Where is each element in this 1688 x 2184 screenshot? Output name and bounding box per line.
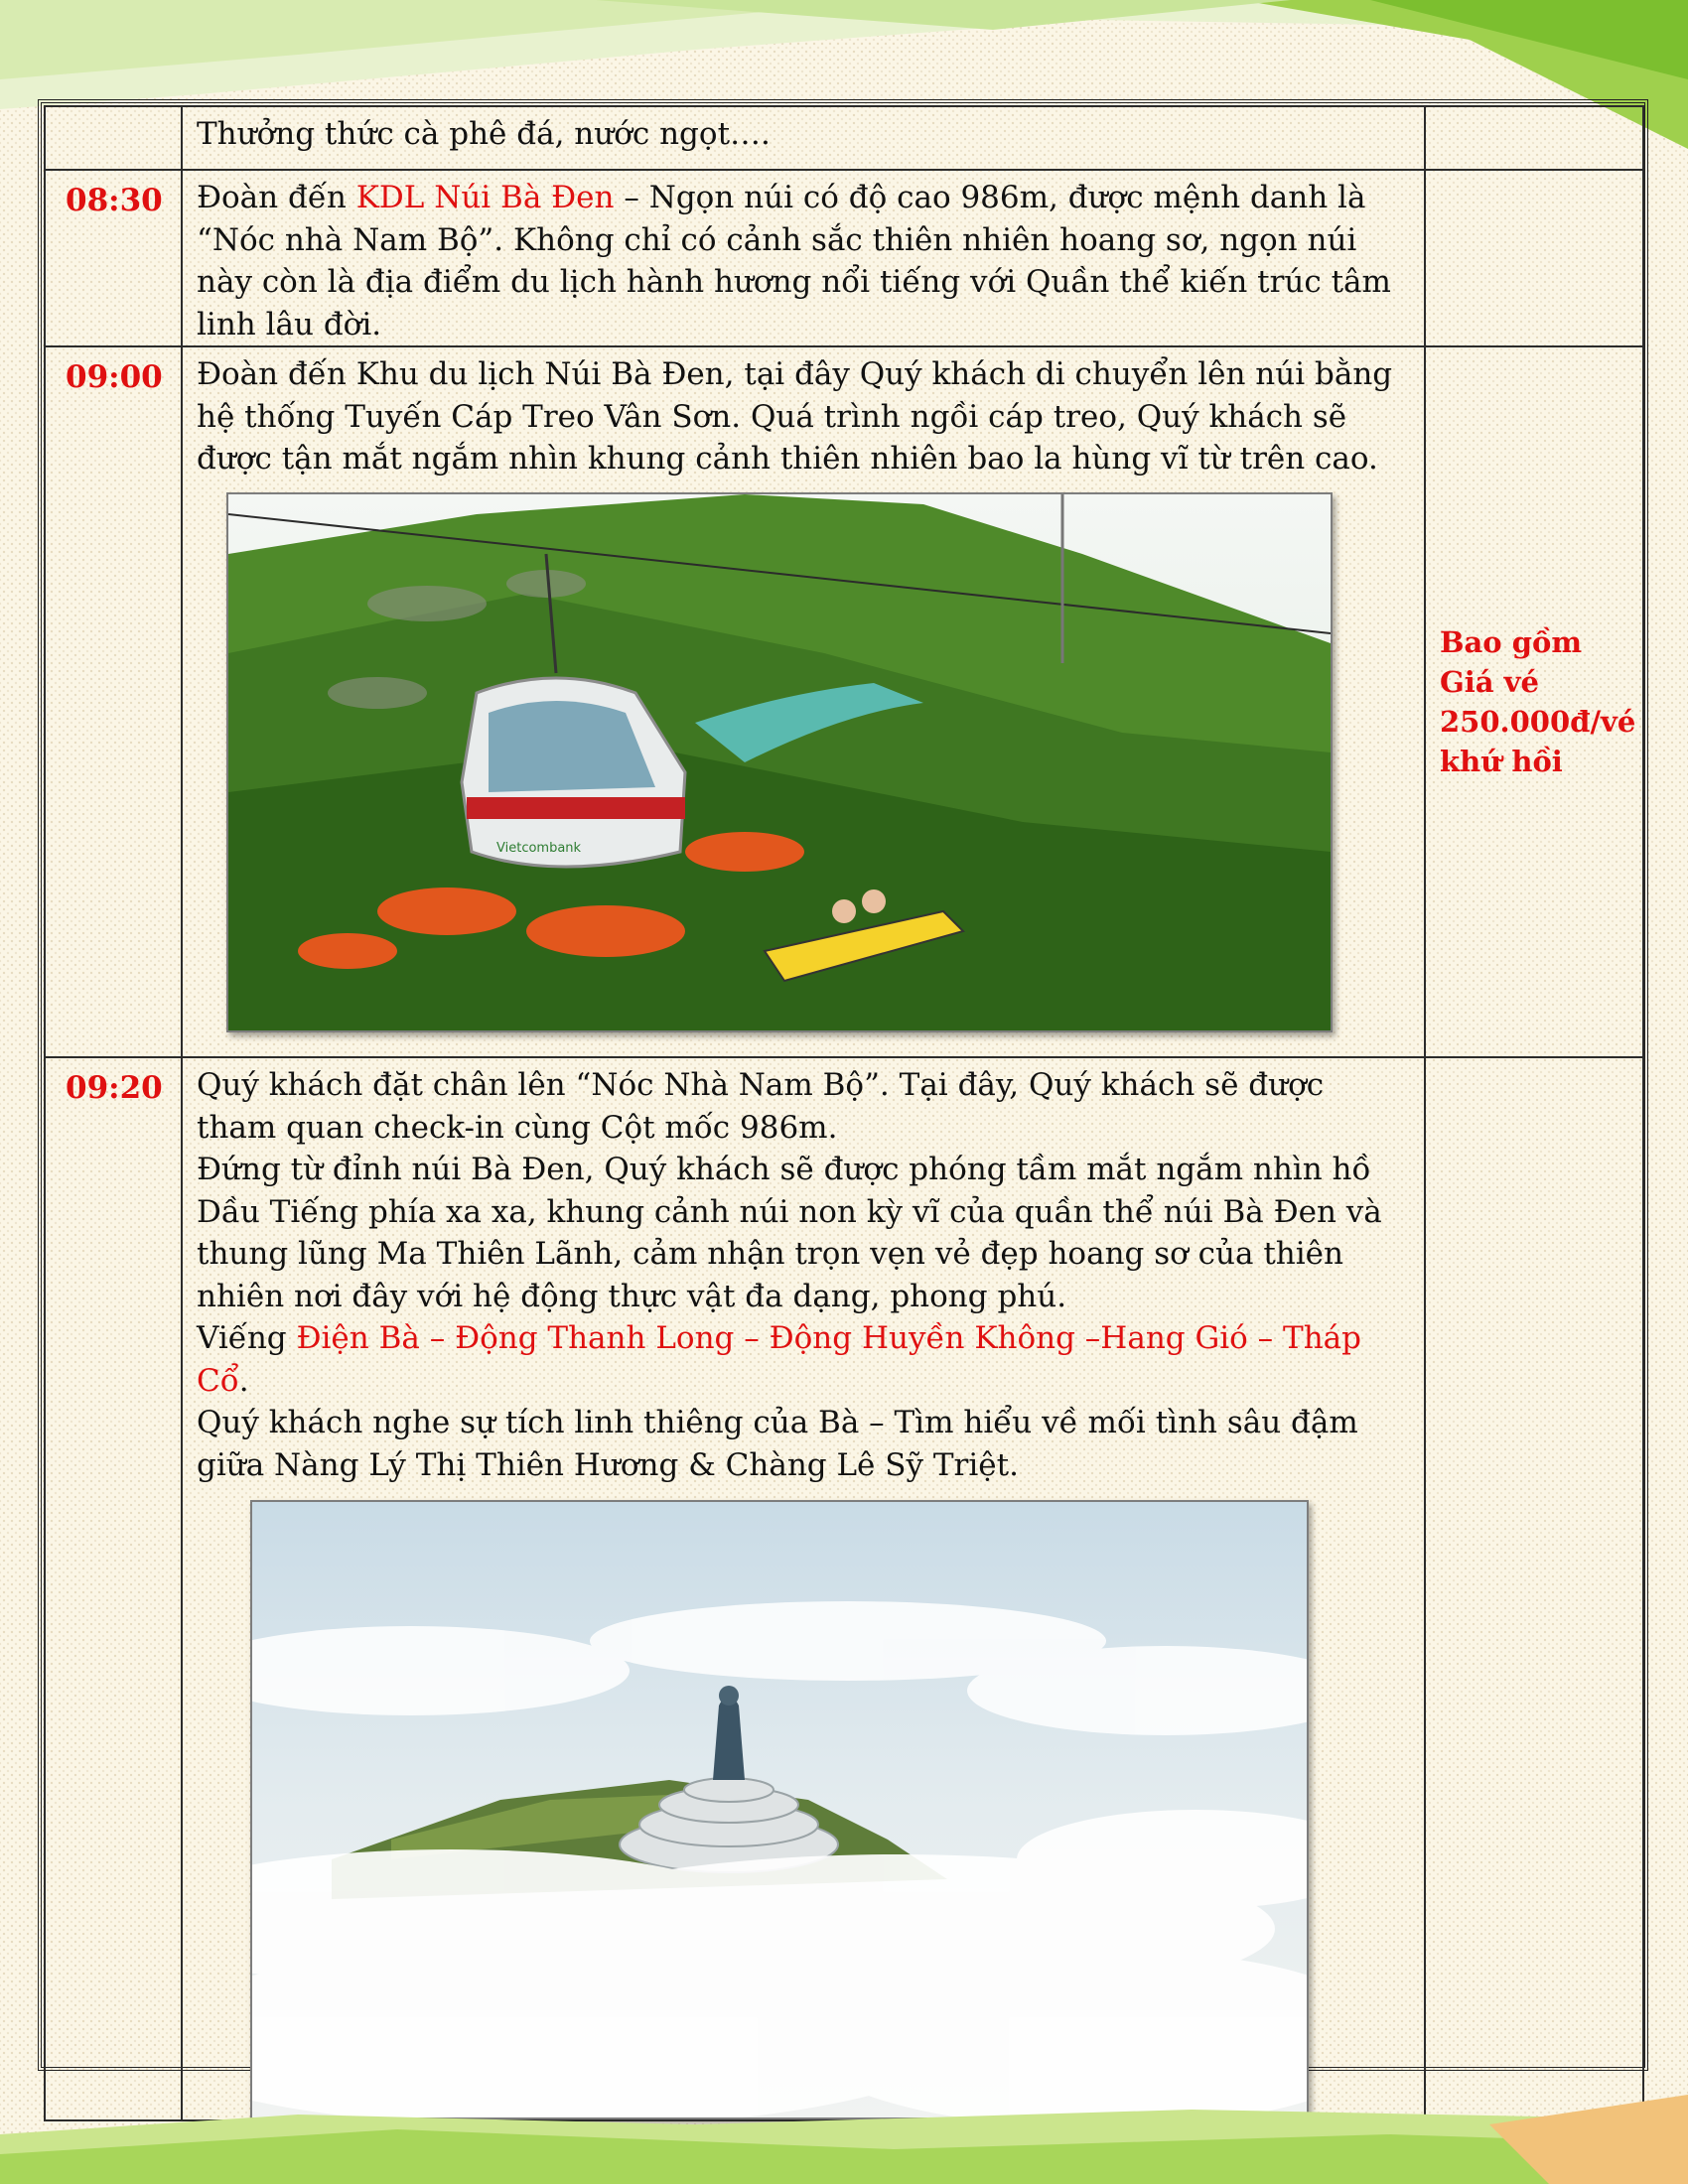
- table-row: [45, 106, 1643, 170]
- cabin-logo-text: Vietcombank: [496, 840, 582, 856]
- time-cell: 09:00: [45, 346, 182, 1057]
- activity-text: Đứng từ đỉnh núi Bà Đen, Quý khách sẽ được phóng tầm mắt ngắm nhìn hồ Dầu Tiếng phía xa xa, khung cảnh núi non kỳ vĩ của quần thể núi Bà Đen và thung lũng Ma Thiên Lãnh, cảm nhận trọn vẹn vẻ đẹp hoang sơ của thiên nhiên nơi đây với hệ động thực vật đa dạng, phong phú.: [197, 1152, 1382, 1314]
- cable-car-photo: [226, 492, 1333, 1032]
- highlight-place: KDL Núi Bà Đen: [355, 180, 615, 215]
- note-cell: [1425, 106, 1643, 170]
- activity-text: Thưởng thức cà phê đá, nước ngọt….: [197, 116, 771, 152]
- table-row: [45, 1057, 1643, 2120]
- activity-text: Đoàn đến Khu du lịch Núi Bà Đen, tại đây Quý khách di chuyển lên núi bằng hệ thống Tuyến Cáp Treo Vân Sơn. Quá trình ngồi cáp treo, Quý khách sẽ được tận mắt ngắm nhìn khung cảnh thiên nhiên bao la hùng vĩ từ trên cao.: [197, 356, 1393, 477]
- activity-text: Quý khách nghe sự tích linh thiêng của Bà – Tìm hiểu về mối tình sâu đậm giữa Nàng Lý Thị Thiên Hương & Chàng Lê Sỹ Triệt.: [197, 1405, 1358, 1483]
- activity-text: Quý khách đặt chân lên “Nóc Nhà Nam Bộ”. Tại đây, Quý khách sẽ được tham quan check-in cùng Cột mốc 986m.: [197, 1067, 1325, 1146]
- note-line: Giá vé: [1440, 665, 1539, 699]
- activity-cell: [182, 106, 1425, 170]
- note-line: khứ hồi: [1440, 745, 1563, 778]
- note-cell: [1425, 1057, 1643, 2120]
- table-row: [45, 346, 1643, 1057]
- note-line: Bao gồm: [1440, 625, 1583, 659]
- itinerary-table: [44, 105, 1644, 2121]
- note-cell: [1425, 346, 1643, 1057]
- time-cell: 08:30: [45, 170, 182, 346]
- note-cell: [1425, 170, 1643, 346]
- activity-cell: [182, 170, 1425, 346]
- activity-cell: [182, 346, 1425, 1057]
- time-cell: [45, 106, 182, 170]
- activity-text: Đoàn đến KDL Núi Bà Đen – Ngọn núi có độ cao 986m, được mệnh danh là “Nóc nhà Nam Bộ”. Không chỉ có cảnh sắc thiên nhiên hoang sơ, ngọn núi này còn là địa điểm du lịch hành hương nổi tiếng với Quần thể kiến trúc tâm linh lâu đời.: [197, 180, 1391, 342]
- time-cell: 09:20: [45, 1057, 182, 2120]
- activity-cell: [182, 1057, 1425, 2120]
- activity-text: Viếng Điện Bà – Động Thanh Long – Động Huyền Không –Hang Gió – Tháp Cổ.: [197, 1320, 1361, 1399]
- buddha-statue-photo: [250, 1500, 1309, 2119]
- highlight-places: Điện Bà – Động Thanh Long – Động Huyền Không –Hang Gió – Tháp Cổ: [197, 1320, 1361, 1399]
- table-row: [45, 170, 1643, 346]
- note-line: 250.000đ/vé: [1440, 705, 1636, 739]
